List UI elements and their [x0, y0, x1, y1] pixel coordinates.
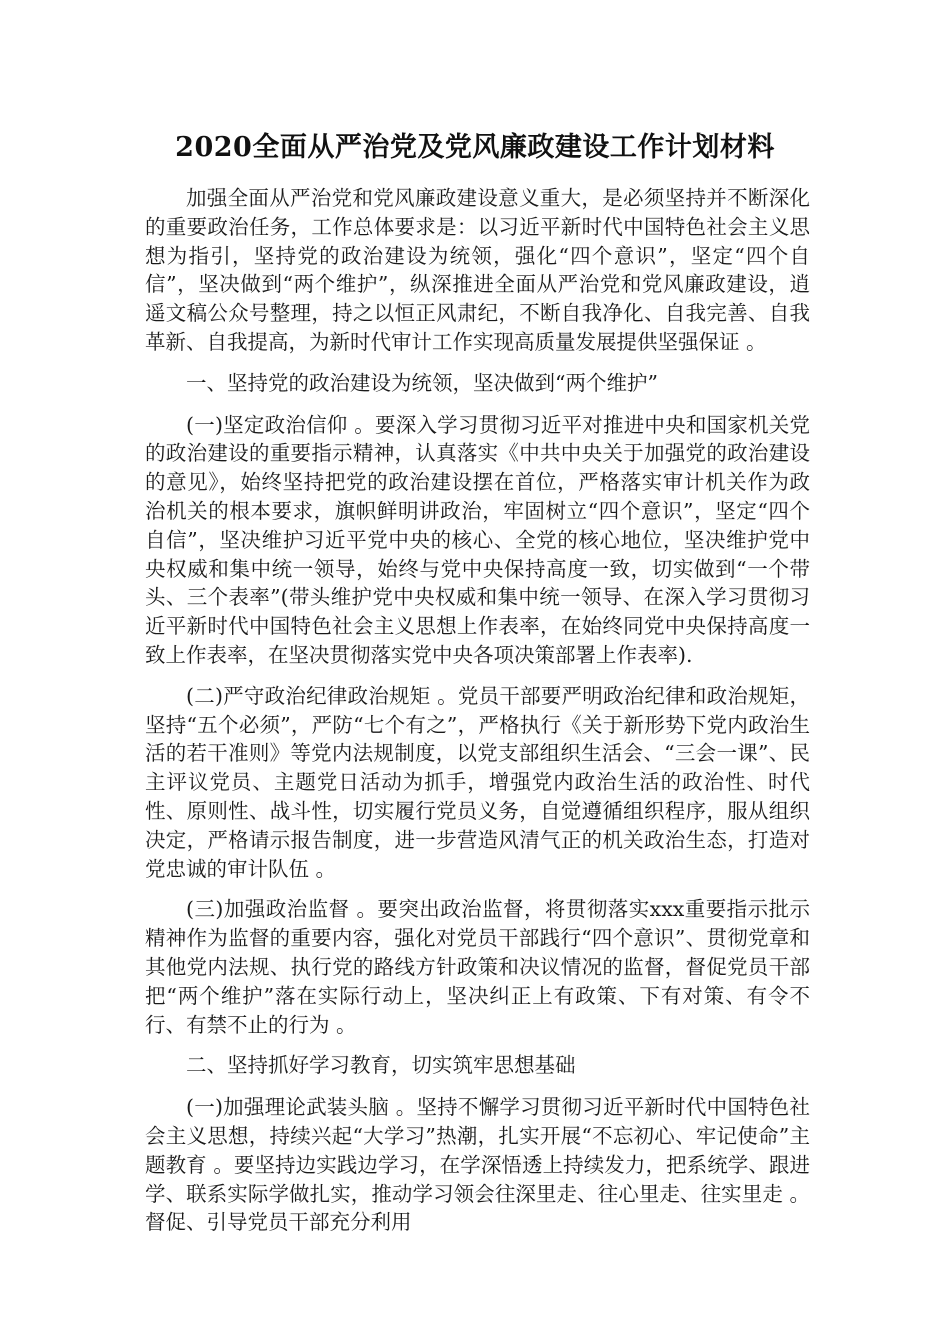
- intro-paragraph: 加强全面从严治党和党风廉政建设意义重大，是必须坚持并不断深化的重要政治任务，工作总体要求是：以习近平新时代中国特色社会主义思想为指引，坚持党的政治建设为统领，强化“四个意识”，坚定“四个自信”，坚决做到“两个维护”，纵深推进全面从严治党和党风廉政建设，逍遥文稿公众号整理，持之以恒正风肃纪，不断自我净化、自我完善、自我革新、自我提高，为新时代审计工作实现高质量发展提供坚强保证 。: [145, 186, 810, 354]
- paragraph-1-2: (二)严守政治纪律政治规矩 。党员干部要严明政治纪律和政治规矩，坚持“五个必须”，严防“七个有之”，严格执行《关于新形势下党内政治生活的若干准则》等党内法规制度，以党支部组织生活会、“三会一课”、民主评议党员、主题党日活动为抓手，增强党内政治生活的政治性、时代性、原则性、战斗性，切实履行党员义务，自觉遵循组织程序，服从组织决定，严格请示报告制度，进一步营造风清气正的机关政治生态，打造对党忠诚的审计队伍 。: [145, 683, 810, 881]
- document-title: 2020全面从严治党及党风廉政建设工作计划材料: [175, 132, 775, 163]
- section-heading-1: 一、坚持党的政治建设为统领，坚决做到“两个维护”: [186, 370, 658, 395]
- paragraph-1-1: (一)坚定政治信仰 。要深入学习贯彻习近平对推进中央和国家机关党的政治建设的重要指示精神，认真落实《中共中央关于加强党的政治建设的意见》，始终坚持把党的政治建设摆在首位，严格落实审计机关作为政治机关的根本要求，旗帜鲜明讲政治，牢固树立“四个意识”，坚定“四个自信”，坚决维护习近平党中央的核心、全党的核心地位，坚决维护党中央权威和集中统一领导，始终与党中央保持高度一致，切实做到“一个带头、三个表率”(带头维护党中央权威和集中统一领导、在深入学习贯彻习近平新时代中国特色社会主义思想上作表率，在始终同党中央保持高度一致上作表率，在坚决贯彻落实党中央各项决策部署上作表率).: [145, 412, 810, 667]
- paragraph-1-3: (三)加强政治监督 。要突出政治监督，将贯彻落实xxx重要指示批示精神作为监督的重要内容，强化对党员干部践行“四个意识”、贯彻党章和其他党内法规、执行党的路线方针政策和决议情况的监督，督促党员干部把“两个维护”落在实际行动上，坚决纠正上有政策、下有对策、有令不行、有禁不止的行为 。: [145, 897, 810, 1037]
- document-body: [145, 184, 810, 1249]
- section-heading-2: 二、坚持抓好学习教育，切实筑牢思想基础: [186, 1053, 576, 1078]
- paragraph-2-1: (一)加强理论武装头脑 。坚持不懈学习贯彻习近平新时代中国特色社会主义思想，持续兴起“大学习”热潮，扎实开展“不忘初心、牢记使命”主题教育 。要坚持边实践边学习，在学深悟透上持续发力，把系统学、跟进学、联系实际学做扎实，推动学习领会往深里走、往心里走、往实里走 。督促、引导党员干部充分利用: [145, 1095, 810, 1235]
